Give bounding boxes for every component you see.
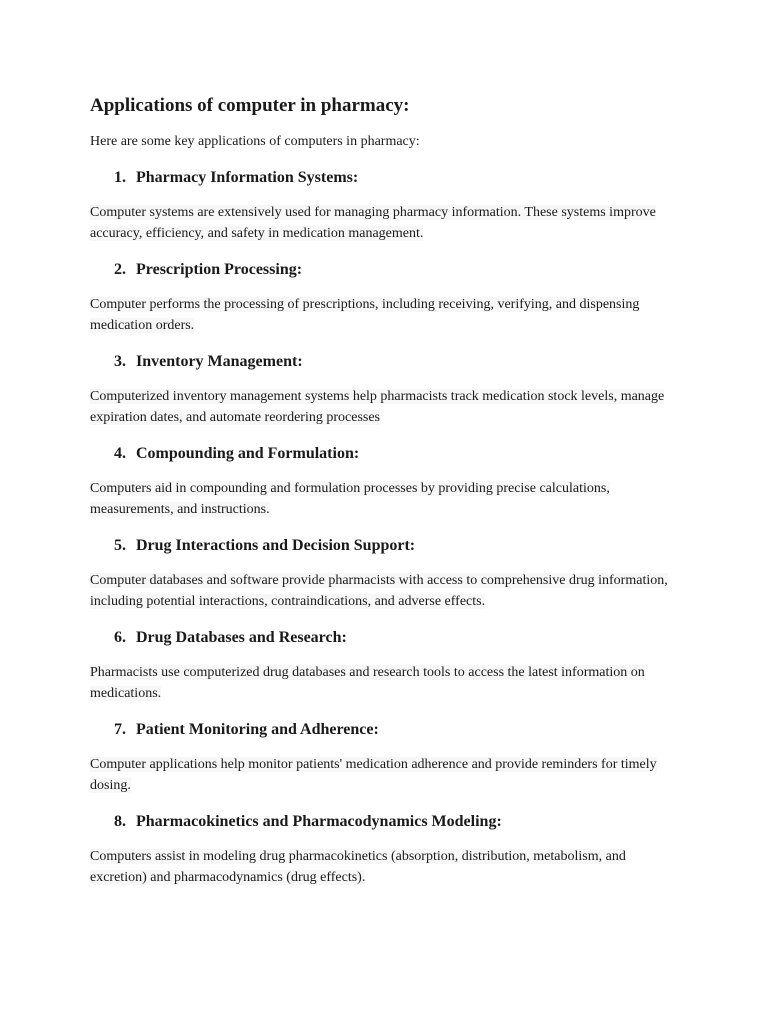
section-number: 6. [114, 629, 126, 646]
section-body-text: Computers aid in compounding and formulation processes by providing precise calculations, measurements, and instructions. [90, 481, 610, 517]
section-number: 1. [114, 169, 126, 186]
section-body [90, 202, 680, 244]
section-body-text: Computer systems are extensively used for managing pharmacy information. These systems improve accuracy, efficiency, and safety in medication management. [90, 205, 656, 241]
section-body-text: Computers assist in modeling drug pharmacokinetics (absorption, distribution, metabolism, and excretion) and pharmacodynamics (drug effects). [90, 849, 626, 885]
section-body-text: Computerized inventory management systems help pharmacists track medication stock levels, manage expiration dates, and automate reordering processes [90, 389, 665, 425]
section-heading [90, 258, 680, 282]
section-number: 8. [114, 813, 126, 830]
section-body-text: Computer databases and software provide pharmacists with access to comprehensive drug information, including potential interactions, contraindications, and adverse effects. [90, 573, 668, 609]
intro-paragraph: Here are some key applications of computers in pharmacy: [90, 134, 420, 149]
section-body [90, 294, 680, 336]
section-heading [90, 718, 680, 742]
list-item [90, 810, 680, 888]
section-body-text: Computer applications help monitor patients' medication adherence and provide reminders for timely dosing. [90, 757, 657, 793]
section-heading-text: Patient Monitoring and Adherence: [136, 721, 379, 738]
section-heading-text: Pharmacy Information Systems: [136, 169, 359, 186]
section-heading-text: Compounding and Formulation: [136, 445, 360, 462]
section-body [90, 478, 680, 520]
section-heading [90, 626, 680, 650]
section-heading [90, 534, 680, 558]
section-heading [90, 810, 680, 834]
section-heading-text: Drug Databases and Research: [136, 629, 347, 646]
section-body [90, 846, 680, 888]
section-body [90, 570, 680, 612]
section-heading-text: Pharmacokinetics and Pharmacodynamics Modeling: [136, 813, 502, 830]
section-body [90, 662, 680, 704]
section-heading [90, 166, 680, 190]
section-body-text: Computer performs the processing of prescriptions, including receiving, verifying, and dispensing medication orders. [90, 297, 640, 333]
section-number: 7. [114, 721, 126, 738]
section-body-text: Pharmacists use computerized drug databases and research tools to access the latest information on medications. [90, 665, 645, 701]
section-heading [90, 350, 680, 374]
applications-list [90, 166, 680, 888]
section-heading-text: Inventory Management: [136, 353, 303, 370]
document-page [90, 92, 680, 888]
section-heading-text: Drug Interactions and Decision Support: [136, 537, 416, 554]
section-body [90, 386, 680, 428]
section-number: 5. [114, 537, 126, 554]
section-heading-text: Prescription Processing: [136, 261, 303, 278]
section-number: 2. [114, 261, 126, 278]
document-title: Applications of computer in pharmacy: [90, 95, 410, 116]
list-item [90, 442, 680, 520]
section-heading [90, 442, 680, 466]
list-item [90, 718, 680, 796]
list-item [90, 534, 680, 612]
list-item [90, 626, 680, 704]
list-item [90, 258, 680, 336]
list-item [90, 350, 680, 428]
section-number: 4. [114, 445, 126, 462]
list-item [90, 166, 680, 244]
section-number: 3. [114, 353, 126, 370]
section-body [90, 754, 680, 796]
